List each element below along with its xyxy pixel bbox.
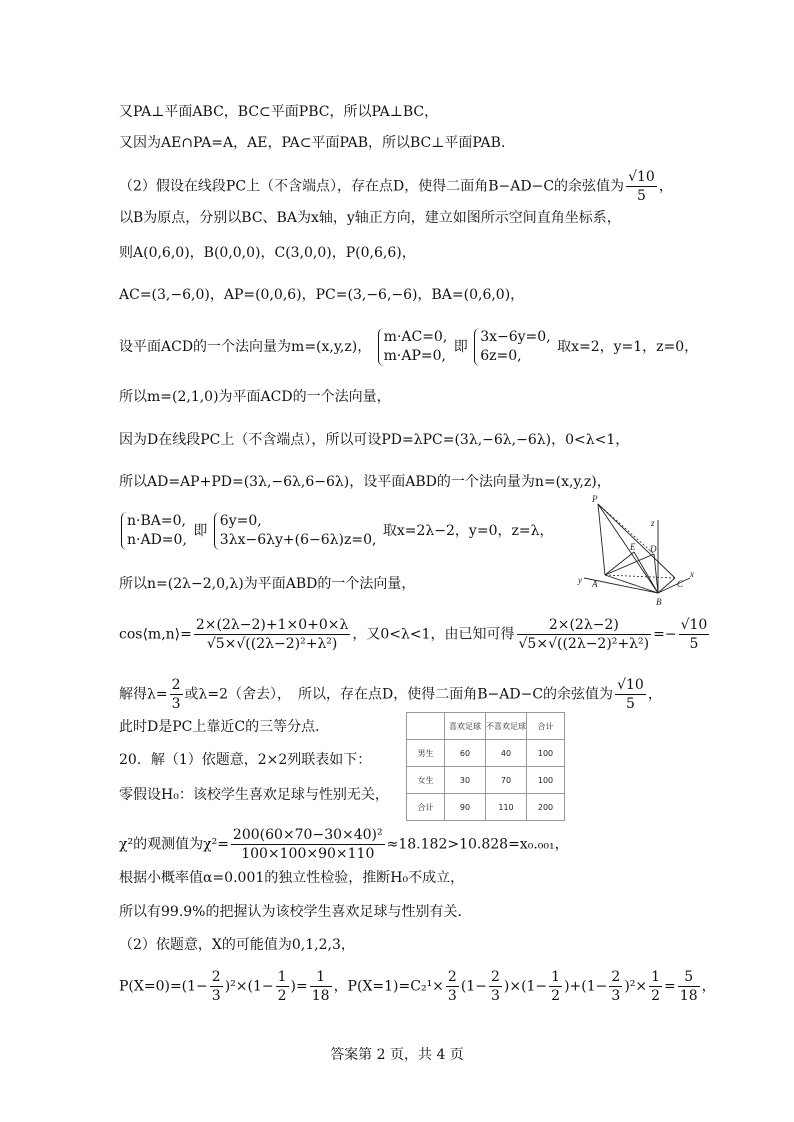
table-row xyxy=(407,767,565,794)
table-cell: 70 xyxy=(486,767,527,794)
text-segment: P(X=0)=(1− xyxy=(119,978,208,995)
text-segment: ≈18.182>10.828=x₀.₀₀₁， xyxy=(386,836,569,853)
equation-system xyxy=(121,512,187,550)
equation: 3λx−6λy+(6−6λ)z=0, xyxy=(219,532,377,548)
fraction xyxy=(231,826,385,863)
equation: 6y=0, xyxy=(219,513,262,529)
text-segment: （2）假设在线段PC上（不含端点），存在点D，使得二面角B−AD−C的余弦值为 xyxy=(119,178,625,195)
equation: m·AP=0, xyxy=(383,348,446,364)
text-line: 零假设H₀：该校学生喜欢足球与性别无关， xyxy=(119,787,389,803)
numerator: √10 xyxy=(680,617,708,633)
equation: n·BA=0, xyxy=(127,513,186,529)
text-line: 因为D在线段PC上（不含端点），所以可设PD=λPC=(3λ,−6λ,−6λ)，0<λ<1， xyxy=(119,432,630,448)
text-segment: 取x=2λ−2，y=0，z=λ， xyxy=(382,523,554,539)
fraction xyxy=(446,968,459,1005)
equation: 6z=0, xyxy=(480,348,522,364)
text-segment: )²× xyxy=(624,978,648,995)
numerator: 1 xyxy=(310,968,332,987)
text-segment: ，P(X=1)=C₂¹× xyxy=(333,978,444,995)
text-segment: χ²的观测值为χ²= xyxy=(119,836,229,853)
text-segment: (1− xyxy=(460,978,487,995)
text-segment: 取x=2，y=1，z=0， xyxy=(557,339,699,355)
table-cell: 110 xyxy=(486,794,527,821)
fraction xyxy=(609,968,622,1005)
denominator: 18 xyxy=(679,988,698,1004)
label-y: y xyxy=(578,575,582,585)
denominator: 100×100×90×110 xyxy=(241,846,375,862)
numerator: 200(60×70−30×40)² xyxy=(232,827,383,843)
text-line xyxy=(119,968,716,1005)
table-header-cell: 合计 xyxy=(527,713,565,740)
table-cell xyxy=(407,713,445,740)
text-line xyxy=(119,616,711,653)
label-x: x xyxy=(690,569,694,579)
text-segment: )= xyxy=(290,978,308,995)
table-cell: 女生 xyxy=(407,767,445,794)
label-a: A xyxy=(592,579,598,589)
text-line: 此时D是PC上靠近C的三等分点． xyxy=(119,719,330,735)
denominator: √5×√((2λ−2)²+λ²) xyxy=(206,636,338,652)
numerator: 2×(2λ−2)+1×0+0×λ xyxy=(195,617,349,633)
denominator: 2 xyxy=(551,988,561,1004)
edge-bc xyxy=(658,578,675,593)
numerator: 1 xyxy=(651,969,661,985)
denominator: 3 xyxy=(171,696,181,712)
text-segment: )²×(1− xyxy=(224,978,274,995)
label-b: B xyxy=(656,597,662,607)
pyramid-figure xyxy=(570,490,700,610)
numerator: 2 xyxy=(211,969,221,985)
numerator: √10 xyxy=(628,169,655,185)
page-footer: 答案第 2 页，共 4 页 xyxy=(330,1047,464,1063)
table-cell: 30 xyxy=(445,767,486,794)
denominator: 18 xyxy=(311,988,330,1004)
dashed-ac xyxy=(605,575,675,578)
table-header-cell: 喜欢足球 xyxy=(445,713,486,740)
denominator: 3 xyxy=(490,988,500,1004)
denominator: 2 xyxy=(651,988,661,1004)
text-line: AC=(3,−6,0)，AP=(0,0,6)，PC=(3,−6,−6)，BA=(0,6,0)， xyxy=(119,287,525,303)
text-line: 所以n=(2λ−2,0,λ)为平面ABD的一个法向量， xyxy=(119,576,416,592)
table-header-row xyxy=(407,713,565,740)
numerator: 2×(2λ−2) xyxy=(517,616,652,635)
label-d: D xyxy=(650,544,657,554)
text-line: 所以AD=AP+PD=(3λ,−6λ,6−6λ)，设平面ABD的一个法向量为n=(x,y,z)， xyxy=(119,474,611,490)
fraction xyxy=(194,616,351,653)
text-segment: 设平面ACD的一个法向量为m=(x,y,z)， xyxy=(119,339,372,355)
table-header-cell: 不喜欢足球 xyxy=(486,713,527,740)
numerator: √10 xyxy=(617,677,644,693)
fraction xyxy=(549,968,562,1005)
text-line: 解得λ= $\frac{2}{3}$ 或λ=2（舍去）， 所以，存在点D，使得二面角B−AD−C的余弦值为 $\frac{√10}{5}$ ， xyxy=(119,677,662,712)
edge-pb xyxy=(598,504,658,593)
label-z: z xyxy=(651,518,655,528)
table-cell: 60 xyxy=(445,740,486,767)
table-cell: 100 xyxy=(527,767,565,794)
equation: m·AC=0, xyxy=(383,329,448,345)
equation-system xyxy=(474,328,550,366)
fraction xyxy=(170,676,183,713)
numerator: 2 xyxy=(490,969,500,985)
equation-system xyxy=(214,512,377,550)
table-row xyxy=(407,740,565,767)
denominator: 3 xyxy=(447,988,457,1004)
text-line xyxy=(119,512,553,550)
denominator: 5 xyxy=(625,696,635,712)
text-segment: 即 xyxy=(193,523,208,539)
fraction xyxy=(517,616,652,653)
fraction xyxy=(310,968,332,1005)
numerator: 2 xyxy=(171,677,181,693)
fraction xyxy=(626,168,657,205)
table-cell: 合计 xyxy=(407,794,445,821)
denominator: 2 xyxy=(277,988,287,1004)
contingency-table xyxy=(406,712,565,821)
equation-system xyxy=(378,328,448,366)
text-segment: 即 xyxy=(453,339,468,355)
label-c: C xyxy=(677,579,684,589)
table-cell: 90 xyxy=(445,794,486,821)
fraction xyxy=(679,616,710,653)
text-segment: ，又0<λ<1，由已知可得 xyxy=(352,626,515,643)
table-row xyxy=(407,794,565,821)
text-segment: 解得λ= xyxy=(119,686,168,703)
text-segment: 或λ=2（舍去）， 所以，存在点D，使得二面角B−AD−C的余弦值为 xyxy=(184,686,614,703)
fraction xyxy=(649,968,662,1005)
text-line xyxy=(119,328,698,366)
axis-x xyxy=(658,578,690,593)
denominator: 5 xyxy=(689,636,699,652)
text-line: 则A(0,6,0)，B(0,0,0)，C(3,0,0)，P(0,6,6)， xyxy=(119,245,416,261)
text-segment: ， xyxy=(701,978,716,995)
text-segment: = xyxy=(664,978,676,995)
numerator: 1 xyxy=(277,969,287,985)
text-line xyxy=(119,826,569,863)
numerator: 1 xyxy=(551,969,561,985)
edge-ae xyxy=(605,552,634,575)
text-line: （2）依题意，X的可能值为0,1,2,3， xyxy=(119,937,355,953)
text-line: 20．解（1）依题意，2×2列联表如下： xyxy=(119,752,372,768)
text-segment: )×(1− xyxy=(503,978,548,995)
edge-pa xyxy=(598,504,605,575)
text-segment: =− xyxy=(653,626,677,643)
numerator: 2 xyxy=(611,969,621,985)
denominator: 3 xyxy=(611,988,621,1004)
fraction xyxy=(615,676,646,713)
fraction xyxy=(489,968,502,1005)
label-p: P xyxy=(592,494,598,504)
text-line: （2）假设在线段PC上（不含端点），存在点D，使得二面角B−AD−C的余弦值为 $\frac{√10}{5}$ ， xyxy=(119,169,673,204)
table-cell: 40 xyxy=(486,740,527,767)
denominator: 3 xyxy=(211,988,221,1004)
edge-ad xyxy=(605,554,654,575)
denominator: 5 xyxy=(636,188,646,204)
text-line: 所以m=(2,1,0)为平面ACD的一个法向量， xyxy=(119,389,391,405)
equation: 3x−6y=0, xyxy=(480,329,551,345)
text-segment: cos⟨m,n⟩= xyxy=(119,626,192,643)
table-cell: 男生 xyxy=(407,740,445,767)
numerator: 2 xyxy=(447,969,457,985)
text-line: 又因为AE∩PA=A，AE，PA⊂平面PAB，所以BC⊥平面PAB． xyxy=(119,135,515,151)
table-cell: 100 xyxy=(527,740,565,767)
fraction xyxy=(210,968,223,1005)
text-line: 又PA⊥平面ABC，BC⊂平面PBC，所以PA⊥BC， xyxy=(119,104,439,120)
table-cell: 200 xyxy=(527,794,565,821)
equation: n·AD=0, xyxy=(127,532,187,548)
text-line: 所以有99.9%的把握认为该校学生喜欢足球与性别有关． xyxy=(119,904,472,920)
edge-pc xyxy=(598,504,675,578)
text-line: 根据小概率值α=0.001的独立性检验，推断H₀不成立， xyxy=(119,870,465,886)
text-segment: )+(1− xyxy=(564,978,608,995)
text-line: 以B为原点，分别以BC、BA为x轴，y轴正方向，建立如图所示空间直角坐标系， xyxy=(119,210,621,226)
label-e: E xyxy=(630,542,636,552)
fraction xyxy=(276,968,289,1005)
fraction xyxy=(678,968,700,1005)
numerator: 5 xyxy=(678,968,700,987)
denominator: √5×√((2λ−2)²+λ²) xyxy=(518,636,650,652)
